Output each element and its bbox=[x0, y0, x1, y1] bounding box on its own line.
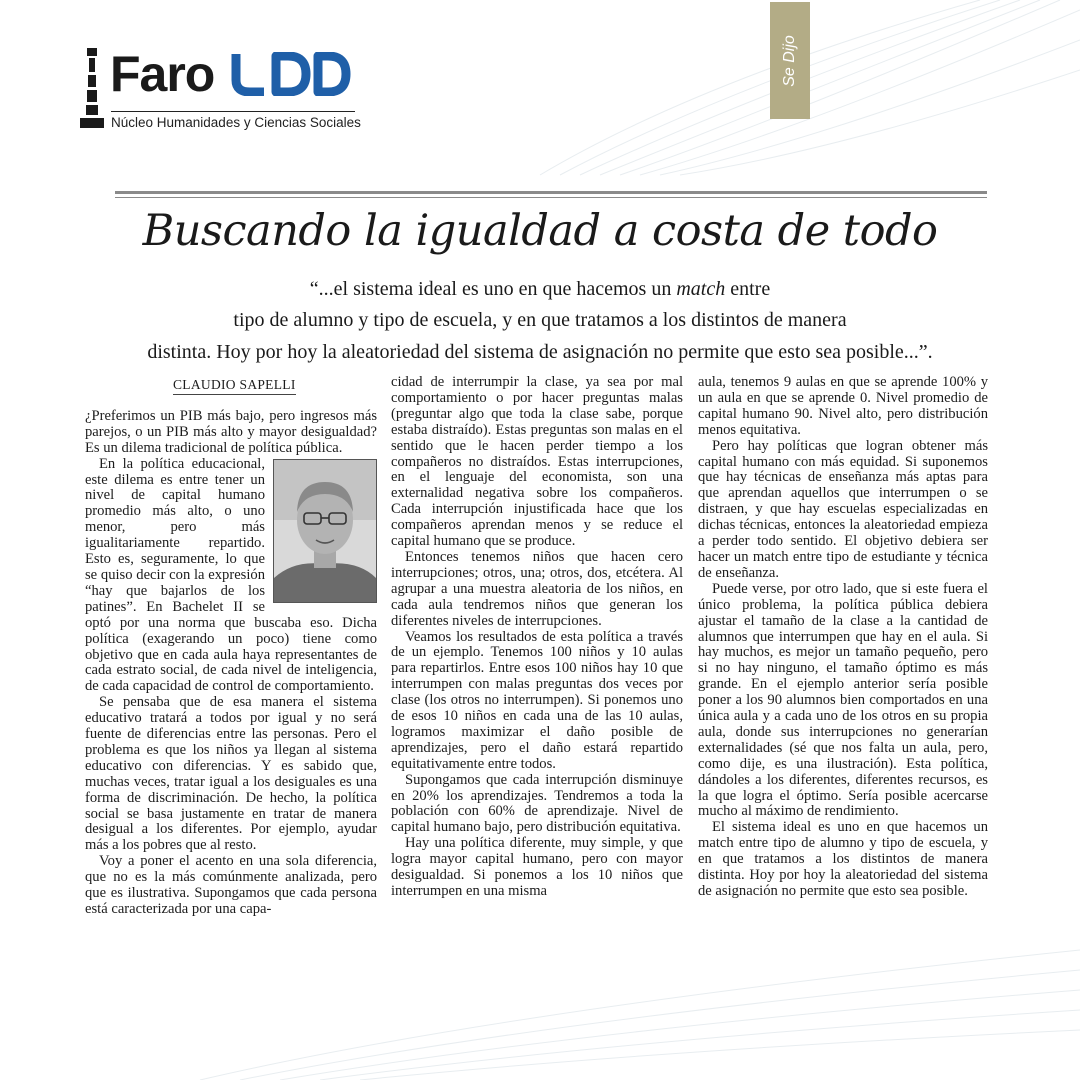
logo-subtitle: Núcleo Humanidades y Ciencias Sociales bbox=[111, 111, 355, 130]
paragraph: Voy a poner el acento en una sola diferencia, que no es la más comúnmente analizada, pero que es ilustrativa. Supongamos que cada persona está caracterizada por una capa- bbox=[85, 853, 377, 917]
paragraph: aula, tenemos 9 aulas en que se aprende 100% y un aula en que se aprende 0. Nivel promedio de capital humano 90. Nivel alto, pero distribución menos equitativa. bbox=[698, 374, 988, 438]
top-rule-thin bbox=[115, 197, 987, 198]
section-tag bbox=[770, 2, 810, 119]
article-column-1 bbox=[85, 375, 377, 918]
top-rule bbox=[115, 191, 987, 194]
paragraph: Pero hay políticas que logran obtener más capital humano con más equidad. Si suponemos que hay técnicas de enseñanza más aptas para que aprendan aquellos que interrumpen o se distraen, y que hay escuelas especializadas en dichas técnicas, entonces la aleatoriedad empieza a perder todo sentido. El objetivo debiera ser hacer un match entre tipo de estudiante y técnica de enseñanza. bbox=[698, 437, 988, 581]
paragraph: Supongamos que cada interrupción disminuye en 20% los aprendizajes. Tendremos a toda la población con 60% de aprendizaje. Nivel de capital humano bajo, pero distribución equitativa. bbox=[391, 771, 683, 836]
udd-mark bbox=[230, 52, 354, 96]
article-headline: Buscando la igualdad a costa de todo bbox=[142, 206, 938, 256]
paragraph: El sistema ideal es uno en que hacemos un match entre tipo de alumno y tipo de escuela, y en que tratamos a los distintos de manera distinta. Hoy por hoy la aleatoriedad del sistema de asignación no permite que esto sea posible. bbox=[698, 819, 988, 899]
paragraph: Puede verse, por otro lado, que si este fuera el único problema, la política pública debiera ajustar el tamaño de la clase a la cantidad de alumnos que interrumpen que hay en el aula. Si hay muchos, es mejor un tamaño pequeño, pero si no hay ninguno, el tamaño óptimo es más grande. En el ejemplo anterior sería posible poner a los 90 alumnos bien comportados en una única aula y a cada uno de los otros en su propia aula, donde sus interrupciones no generarían externalidades (sé que nos falta un aula, pero, como dije, es una ilustración). Esta política, dándoles a los diferentes, diferentes recursos, es la que logra el óptimo. Sería posible acercarse mucho al máximo de rendimiento. bbox=[698, 580, 988, 820]
pull-quote-emphasis: match bbox=[676, 278, 726, 300]
lighthouse-icon bbox=[78, 48, 106, 130]
pull-quote-line-2: tipo de alumno y tipo de escuela, y en que tratamos a los distintos de manera bbox=[233, 309, 847, 331]
article-column-2 bbox=[391, 375, 683, 900]
section-tag-label: Se Dijo bbox=[781, 34, 798, 87]
pull-quote-line-1 bbox=[60, 273, 1020, 305]
paragraph: Veamos los resultados de esta política a través de un ejemplo. Tenemos 100 niños y 10 aulas para repartirlos. Entre esos 100 niños hay 10 que interrumpen con malas preguntas dos veces por clase (los otros no interrumpen). Si ponemos uno de esos 10 niños en cada una de las 10 aulas, logramos maximizar el daño posible de aprendizajes, pero el daño estará repartido equitativamente entre todos. bbox=[391, 628, 683, 772]
paragraph: ¿Preferimos un PIB más bajo, pero ingresos más parejos, o un PIB más alto y mayor desigualdad? Es un dilema tradicional de política pública. bbox=[85, 407, 377, 456]
faro-udd-logo bbox=[78, 44, 378, 134]
pull-quote-line-3: distinta. Hoy por hoy la aleatoriedad del sistema de asignación no permite que esto sea posible...”. bbox=[147, 341, 933, 363]
byline: CLAUDIO SAPELLI bbox=[173, 377, 296, 395]
author-photo-image bbox=[274, 460, 376, 602]
paragraph: Entonces tenemos niños que hacen cero interrupciones; otros, una; otros, dos, etcétera. Al agrupar a una muestra aleatoria de los niños, en cada aula tendremos niños que generan los diferentes niveles de interrupciones. bbox=[391, 548, 683, 629]
pull-quote-text: entre bbox=[725, 278, 771, 300]
paragraph: cidad de interrumpir la clase, ya sea por mal comportamiento o por hacer preguntas malas (preguntar algo que toda la clase sabe, porque estaba distraído). Estas preguntas son malas en el sentido que le hacen perder tiempo a los compañeros no distraídos. Estas interrupciones, en el lenguaje del economista, son una externalidad negativa sobre los compañeros. Cada interrupción injustificada hace que los compañeros aprendan menos y se reduce el capital humano que se produce. bbox=[391, 374, 683, 550]
paragraph: En la política educacional, este dilema es entre tener un nivel de capital humano promedio más alto, o uno menor, pero más igualitariamente repartido. Esto es, seguramente, lo que se quiso decir con la expresión “hay que bajarlos de los patines”. En Bachelet II se optó por una norma que buscaba eso. Dicha política (exagerando un poco) tiene como objetivo que en cada aula haya representantes de cada estrato social, de cada nivel de inteligencia, de cada capacidad de control de comportamiento. bbox=[85, 455, 377, 695]
paragraph: Hay una política diferente, muy simple, y que logra mayor capital humano, pero con mayor desigualdad. Si ponemos a los 10 niños que interrumpen en una misma bbox=[391, 835, 683, 899]
article-column-3 bbox=[698, 375, 988, 900]
paragraph: Se pensaba que de esa manera el sistema educativo tratará a todos por igual y no será fuente de diferencias entre las personas. Pero el problema es que los niños ya llegan al sistema educativo con diferencias. Y es sabido que, muchas veces, tratar igual a los desiguales es una forma de discriminación. De hecho, la política social se basa justamente en tratar de manera desigual a los diferentes. Por ejemplo, ayudar más a los pobres que al resto. bbox=[85, 694, 377, 854]
pull-quote-text: “...el sistema ideal es uno en que hacemos un bbox=[309, 278, 677, 300]
brand-name: Faro bbox=[110, 46, 215, 102]
author-photo bbox=[273, 459, 377, 603]
